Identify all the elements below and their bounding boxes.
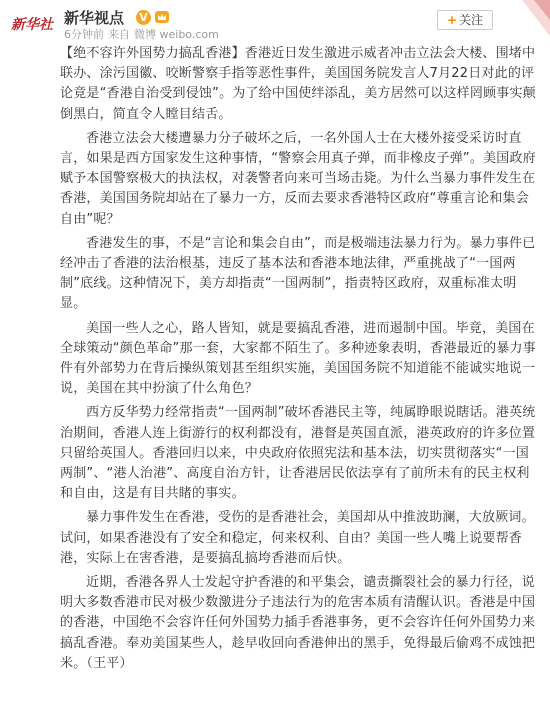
post-source[interactable]: 微博 weibo.com [134, 28, 219, 41]
paragraph-6: 暴力事件发生在香港，受伤的是香港社会，美国却从中推波助澜，大放厥词。试问，如果香港没有了安全和稳定，何来权利、自由？美国一些人嘴上说要帮香港，实际上在害香港，是要搞乱搞垮香港而后快。 [60, 510, 535, 566]
avatar[interactable] [10, 6, 54, 38]
verified-badge-icon: V [136, 10, 151, 25]
paragraph-4: 美国一些人之心，路人皆知，就是要搞乱香港，进而遏制中国。毕竟，美国在全球策动“颜色革命”那一套，大家都不陌生了。多种迹象表明，香港最近的暴力事件有外部势力在背后操纵策划甚至组织实施，美国国务院不知道能不能诚实地说一说，美国在其中扮演了什么角色？ [60, 320, 536, 397]
post-header [0, 0, 550, 42]
header-decoration [508, 0, 550, 42]
paragraph-2: 香港立法会大楼遭暴力分子破坏之后，一名外国人士在大楼外接受采访时直言，如果是西方国家发生这种事情，“警察会用真子弹，而非橡皮子弹”。美国政府赋予本国警察极大的执法权，对袭警者向来可当场击毙。为什么当暴力事件发生在香港，美国国务院却站在了暴力一方，反而去要求香港特区政府“尊重言论和集会自由”呢？ [60, 130, 536, 227]
xinhua-logo-icon [10, 6, 54, 38]
corner-decoration-icon [508, 0, 550, 42]
plus-icon: + [446, 13, 458, 27]
follow-button[interactable] [437, 10, 493, 30]
vip-crown-icon[interactable] [154, 9, 170, 25]
avatar-logo-text: 新华社 [11, 17, 53, 33]
follow-button-label: 关注 [459, 13, 484, 27]
post-meta [64, 28, 223, 41]
paragraph-7: 近期，香港各界人士发起守护香港的和平集会，谴责撕裂社会的暴力行径，说明大多数香港市民对极少数激进分子违法行为的危害本质有清醒认识。香港是中国的香港，中国绝不会容许任何外国势力插手香港事务，更不会容许任何外国势力来搞乱香港。奉劝美国某些人，趁早收回向香港伸出的黑手，免得最后偷鸡不成蚀把米。（王平） [60, 575, 536, 671]
post-time[interactable]: 6分钟前 [64, 28, 104, 41]
post-content [60, 44, 538, 678]
paragraph-5: 西方反华势力经常指责“一国两制”破坏香港民主等，纯属睁眼说瞎话。港英统治期间，香港人连上街游行的权利都没有，港督是英国直派，港英政府的许多位置只留给英国人。香港回归以来，中央政府依照宪法和基本法，切实贯彻落实“一国两制”、“港人治港”、高度自治方针，让香港居民依法享有了前所未有的民主权利和自由，这是有目共睹的事实。 [60, 405, 536, 502]
paragraph-3: 香港发生的事，不是“言论和集会自由”，而是极端违法暴力行为。暴力事件已经冲击了香港的法治根基，违反了基本法和香港本地法律，严重挑战了“一国两制”底线。这种情况下，美方却指责“一国两制”，指责特区政府，双重标准太明显。 [60, 235, 536, 312]
user-name[interactable]: 新华视点 [64, 9, 125, 27]
paragraph-1: 【绝不容许外国势力搞乱香港】香港近日发生激进示威者冲击立法会大楼、围堵中联办、涂污国徽、咬断警察手指等恶性事件，美国国务院发言人7月22日对此的评论竟是“香港自治受到侵蚀”。为了给中国使绊添乱，美方居然可以这样罔顾事实颠倒黑白，简直令人瞠目结舌。 [60, 46, 536, 122]
source-prefix: 来自 [108, 28, 130, 41]
